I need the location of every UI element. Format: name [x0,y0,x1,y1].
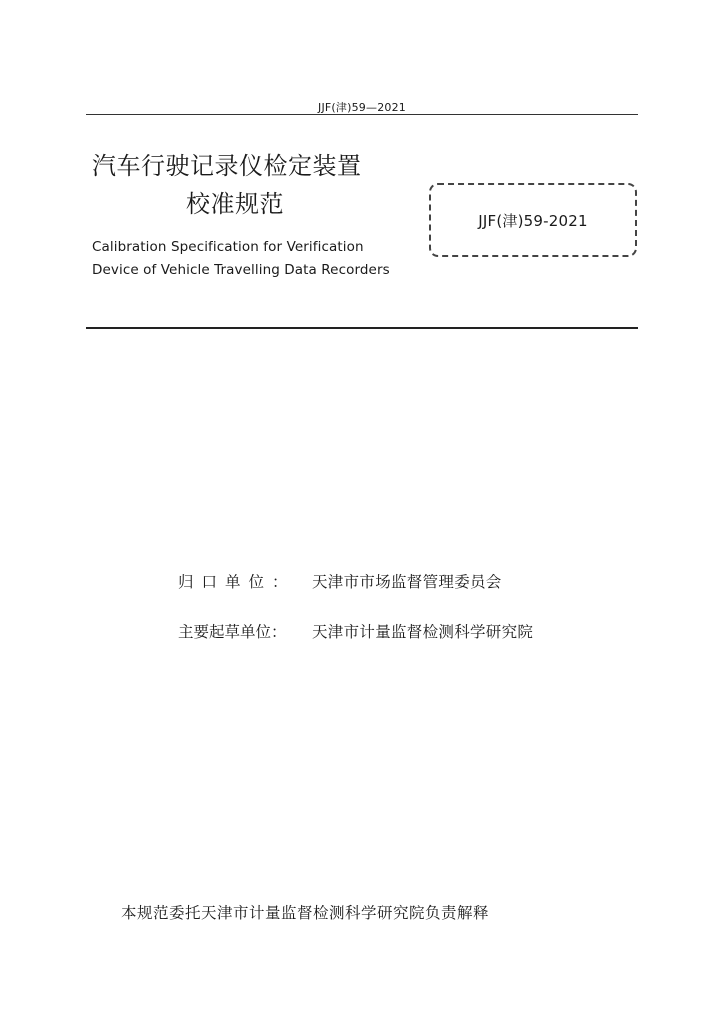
owner-unit-row [178,570,502,592]
drafting-unit-label: 主要起草单位： [178,623,287,641]
document-title-line1: 汽车行驶记录仪检定装置 [92,152,362,180]
header-divider [86,114,638,115]
main-divider [86,327,638,329]
header-standard-code: JJF(津)59—2021 [318,101,406,114]
drafting-unit-row [178,620,533,642]
standard-code-box-text: JJF(津)59-2021 [478,211,588,230]
english-title-line2: Device of Vehicle Travelling Data Recorders [92,262,390,278]
owner-unit-value: 天津市市场监督管理委员会 [312,573,502,591]
standard-code-box [429,183,637,257]
english-title [92,236,422,282]
document-title-line2: 校准规范 [186,190,284,218]
owner-unit-label: 归口单位： [178,573,296,591]
interpretation-note: 本规范委托天津市计量监督检测科学研究院负责解释 [121,904,490,922]
drafting-unit-value: 天津市计量监督检测科学研究院 [312,623,534,641]
english-title-line1: Calibration Specification for Verification [92,239,364,255]
